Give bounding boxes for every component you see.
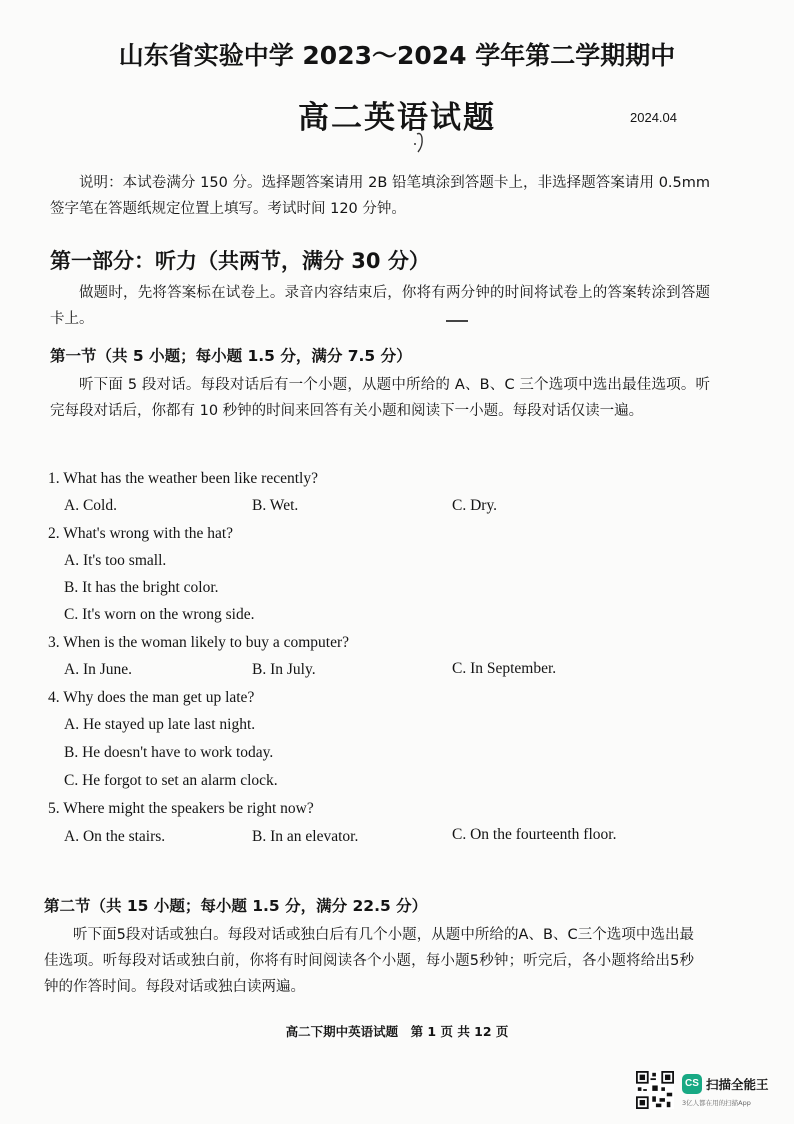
option: C. It's worn on the wrong side. xyxy=(64,606,255,623)
option: C. In September. xyxy=(452,660,557,677)
option: B. In an elevator. xyxy=(252,828,359,845)
question-stem: 4. Why does the man get up late? xyxy=(48,689,255,706)
page-footer: 高二下期中英语试题 第 1 页 共 12 页 xyxy=(285,1024,509,1039)
paper-title: 高二英语试题 xyxy=(298,100,496,136)
option: B. He doesn't have to work today. xyxy=(64,744,274,761)
section2-intro: 听下面5段对话或独白。每段对话或独白后有几个小题，从题中所给的A、B、C三个选项中选出最佳选项。听每段对话或独白前，你将有时间阅读各个小题，每小题5秒钟；听完后，各小题将给出5秒钟的作答时间。每段对话或独白读两遍。 xyxy=(44,927,694,995)
instructions: 说明：本试卷满分 150 分。选择题答案请用 2B 铅笔填涂到答题卡上，非选择题答案请用 0.5mm 签字笔在答题纸规定位置上填写。考试时间 120 分钟。 xyxy=(50,175,710,217)
section1-heading: 第一节（共 5 小题；每小题 1.5 分，满分 7.5 分） xyxy=(50,347,412,365)
part1-heading: 第一部分：听力（共两节，满分 30 分） xyxy=(50,249,430,273)
option: C. He forgot to set an alarm clock. xyxy=(64,772,278,789)
option: B. It has the bright color. xyxy=(64,579,219,596)
option: C. On the fourteenth floor. xyxy=(452,826,617,843)
section2-heading: 第二节（共 15 小题；每小题 1.5 分，满分 22.5 分） xyxy=(44,897,428,915)
question-stem: 2. What's wrong with the hat? xyxy=(48,525,234,542)
camscanner-tagline: 3亿人都在用的扫描App xyxy=(682,1099,751,1107)
part1-intro: 做题时，先将答案标在试卷上。录音内容结束后，你将有两分钟的时间将试卷上的答案转涂到答题卡上。 xyxy=(50,285,710,327)
option: A. In June. xyxy=(64,661,133,678)
option: C. Dry. xyxy=(452,497,498,514)
question-stem: 5. Where might the speakers be right now? xyxy=(48,800,314,817)
camscanner-name: 扫描全能王 xyxy=(706,1077,769,1092)
option: A. On the stairs. xyxy=(64,828,166,845)
qr-code-icon xyxy=(636,1071,674,1109)
option: B. Wet. xyxy=(252,497,299,514)
option: B. In July. xyxy=(252,661,316,678)
pen-dash xyxy=(446,320,468,322)
option: A. Cold. xyxy=(64,497,117,514)
question-stem: 3. When is the woman likely to buy a computer? xyxy=(48,634,350,651)
section1-intro: 听下面 5 段对话。每段对话后有一个小题，从题中所给的 A、B、C 三个选项中选出最佳选项。听完每段对话后，你都有 10 秒钟的时间来回答有关小题和阅读下一小题。每段对话仅读一遍。 xyxy=(50,377,710,419)
camscanner-logo: CS xyxy=(682,1074,702,1094)
question-stem: 1. What has the weather been like recently? xyxy=(48,470,318,487)
option: A. It's too small. xyxy=(64,552,167,569)
school-exam-line: 山东省实验中学 2023～2024 学年第二学期期中 xyxy=(118,41,676,70)
exam-date: 2024.04 xyxy=(630,110,677,125)
option: A. He stayed up late last night. xyxy=(64,716,256,733)
pen-mark xyxy=(412,130,430,156)
